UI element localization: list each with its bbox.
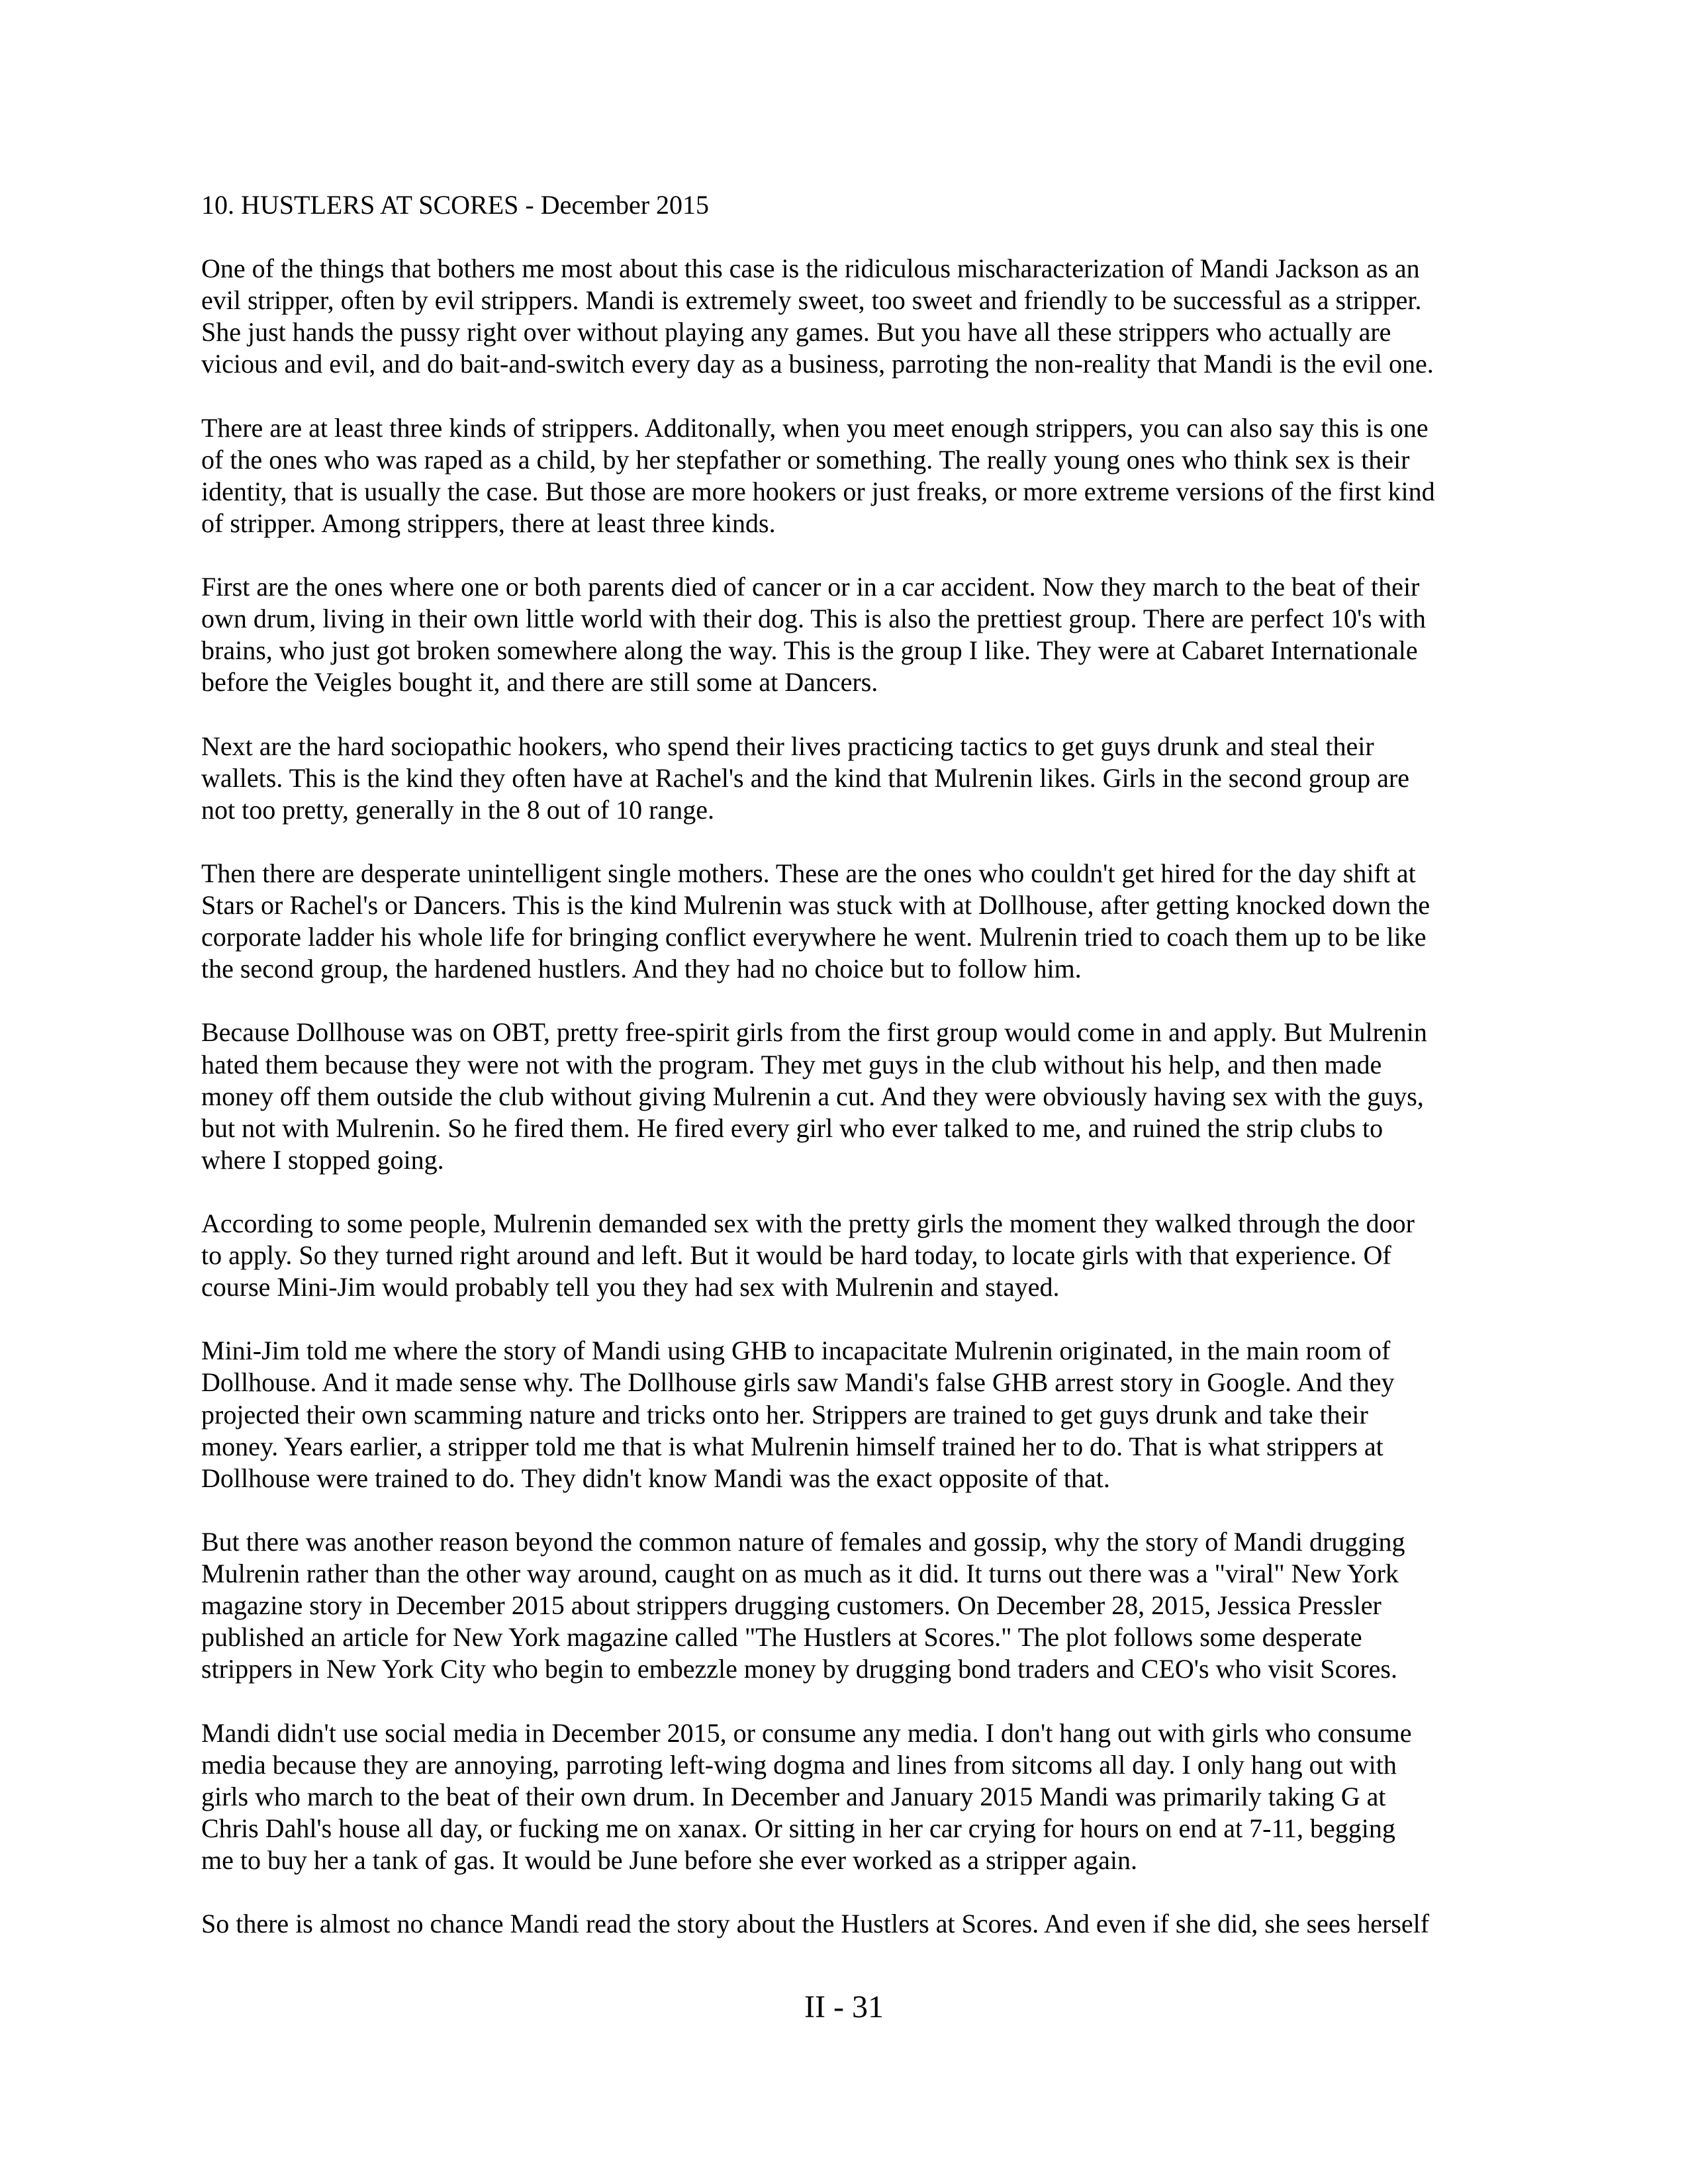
text-line: Then there are desperate unintelligent single mothers. These are the ones who couldn't get hired for the day shift at (201, 858, 1416, 888)
text-line: Mulrenin rather than the other way around, caught on as much as it did. It turns out there was a "viral" New York (201, 1559, 1399, 1589)
paragraph-list (201, 253, 1499, 1940)
paragraph (201, 731, 1499, 826)
paragraph (201, 1335, 1499, 1494)
section-heading: 10. HUSTLERS AT SCORES - December 2015 (201, 190, 710, 220)
text-line: According to some people, Mulrenin demanded sex with the pretty girls the moment they walked through the door (201, 1208, 1415, 1238)
text-line: So there is almost no chance Mandi read the story about the Hustlers at Scores. And even if she did, she sees herself (201, 1909, 1430, 1939)
text-line: brains, who just got broken somewhere along the way. This is the group I like. They were at Cabaret Internationale (201, 635, 1418, 666)
text-line: magazine story in December 2015 about strippers drugging customers. On December 28, 2015, Jessica Pressler (201, 1590, 1382, 1621)
paragraph (201, 1717, 1499, 1876)
text-line: money. Years earlier, a stripper told me that is what Mulrenin himself trained her to do. That is what strippers at (201, 1431, 1383, 1461)
text-line: There are at least three kinds of strippers. Additonally, when you meet enough strippers, you can also say this is one (201, 412, 1429, 443)
text-line: of stripper. Among strippers, there at least three kinds. (201, 508, 776, 538)
paragraph (201, 253, 1499, 380)
paragraph (201, 571, 1499, 698)
text-line: the second group, the hardened hustlers. And they had no choice but to follow him. (201, 954, 1082, 984)
paragraph (201, 412, 1499, 539)
paragraph (201, 1017, 1499, 1175)
text-line: She just hands the pussy right over without playing any games. But you have all these strippers who actually are (201, 317, 1391, 347)
text-line: to apply. So they turned right around and left. But it would be hard today, to locate girls with that experience. Of (201, 1240, 1391, 1271)
text-line: wallets. This is the kind they often have at Rachel's and the kind that Mulrenin likes. Girls in the second group are (201, 762, 1409, 793)
text-line: Next are the hard sociopathic hookers, who spend their lives practicing tactics to get guys drunk and steal their (201, 731, 1374, 761)
text-line: strippers in New York City who begin to embezzle money by drugging bond traders and CEO's who visit Scores. (201, 1654, 1397, 1684)
text-line: published an article for New York magazine called "The Hustlers at Scores." The plot follows some desperate (201, 1622, 1362, 1653)
text-line: but not with Mulrenin. So he fired them. He fired every girl who ever talked to me, and ruined the strip clubs to (201, 1113, 1383, 1143)
text-line: identity, that is usually the case. But those are more hookers or just freaks, or more extreme versions of the first kind (201, 476, 1435, 506)
text-line: me to buy her a tank of gas. It would be June before she ever worked as a stripper again. (201, 1844, 1137, 1875)
paragraph (201, 1208, 1499, 1303)
text-line: One of the things that bothers me most about this case is the ridiculous mischaracterization of Mandi Jackson as an (201, 253, 1420, 284)
text-line: First are the ones where one or both parents died of cancer or in a car accident. Now they march to the beat of their (201, 572, 1420, 602)
text-line: hated them because they were not with the program. They met guys in the club without his help, and then made (201, 1049, 1382, 1079)
text-line: Stars or Rachel's or Dancers. This is the kind Mulrenin was stuck with at Dollhouse, after getting knocked down the (201, 890, 1430, 921)
text-line: Mini-Jim told me where the story of Mandi using GHB to incapacitate Mulrenin originated, in the main room of (201, 1336, 1391, 1366)
text-line: evil stripper, often by evil strippers. Mandi is extremely sweet, too sweet and friendly to be successful as a stripper. (201, 285, 1422, 316)
text-line: projected their own scamming nature and tricks onto her. Strippers are trained to get guys drunk and take their (201, 1399, 1368, 1430)
text-line: not too pretty, generally in the 8 out of 10 range. (201, 794, 714, 825)
paragraph (201, 858, 1499, 985)
paragraph (201, 1908, 1499, 1940)
text-line: where I stopped going. (201, 1144, 444, 1175)
text-line: before the Veigles bought it, and there are still some at Dancers. (201, 667, 878, 698)
page-body (201, 189, 1499, 1940)
text-line: Chris Dahl's house all day, or fucking me on xanax. Or sitting in her car crying for hours on end at 7-11, begging (201, 1813, 1395, 1843)
text-line: own drum, living in their own little world with their dog. This is also the prettiest group. There are perfect 10's with (201, 604, 1426, 634)
paragraph (201, 1526, 1499, 1685)
text-line: Dollhouse were trained to do. They didn't know Mandi was the exact opposite of that. (201, 1463, 1110, 1493)
text-line: media because they are annoying, parroting left-wing dogma and lines from sitcoms all day. I only hang out with (201, 1749, 1397, 1780)
text-line: course Mini-Jim would probably tell you they had sex with Mulrenin and stayed. (201, 1272, 1060, 1302)
text-line: Because Dollhouse was on OBT, pretty free-spirit girls from the first group would come in and apply. But Mulrenin (201, 1017, 1427, 1048)
text-line: money off them outside the club without giving Mulrenin a cut. And they were obviously having sex with the guys, (201, 1081, 1424, 1111)
text-line: But there was another reason beyond the common nature of females and gossip, why the story of Mandi drugging (201, 1526, 1405, 1557)
text-line: Mandi didn't use social media in December 2015, or consume any media. I don't hang out with girls who consume (201, 1717, 1412, 1748)
page-number: II - 31 (804, 1989, 884, 2025)
text-line: girls who march to the beat of their own drum. In December and January 2015 Mandi was primarily taking G at (201, 1781, 1386, 1811)
text-line: vicious and evil, and do bait-and-switch every day as a business, parroting the non-reality that Mandi is the evil one. (201, 349, 1434, 379)
text-line: of the ones who was raped as a child, by her stepfather or something. The really young ones who think sex is their (201, 444, 1410, 475)
text-line: Dollhouse. And it made sense why. The Dollhouse girls saw Mandi's false GHB arrest story in Google. And they (201, 1367, 1395, 1398)
text-line: corporate ladder his whole life for bringing conflict everywhere he went. Mulrenin tried to coach them up to be like (201, 922, 1427, 952)
